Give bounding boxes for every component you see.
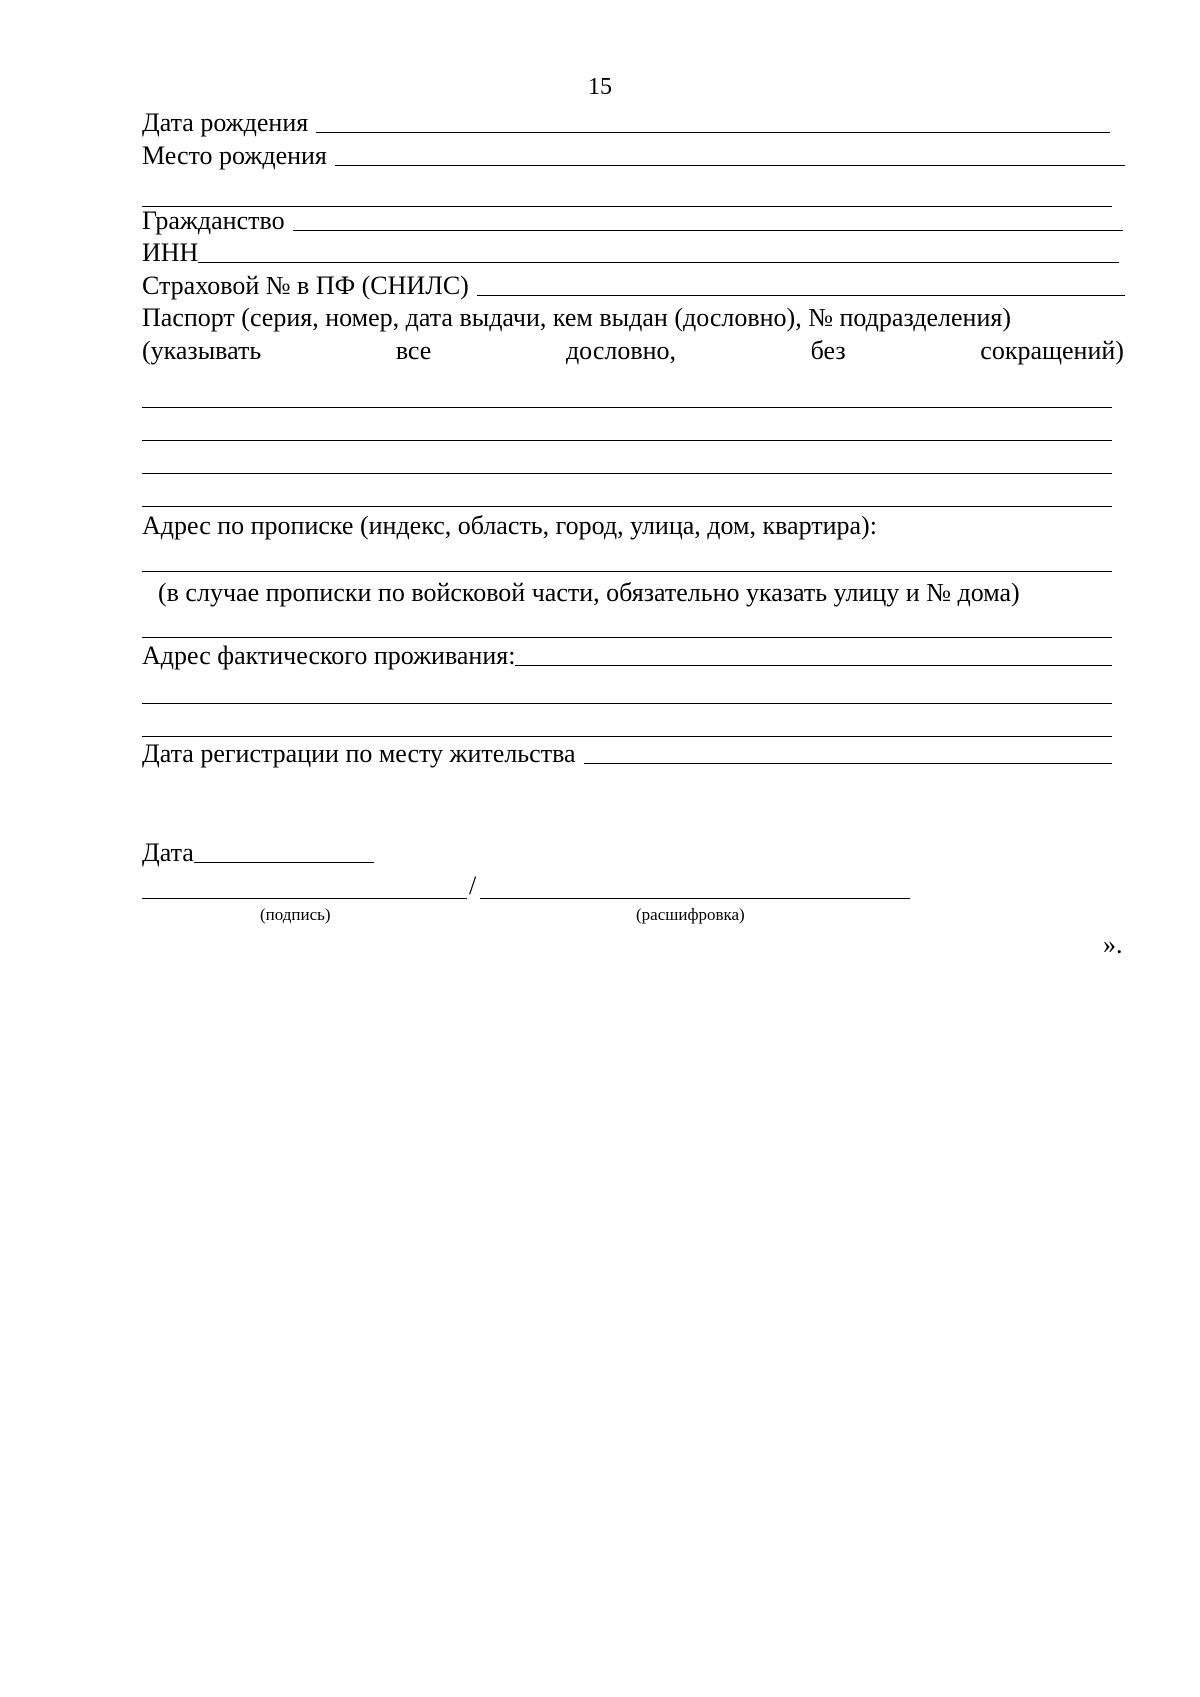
passport-label — [142, 303, 1124, 333]
passport-instruction-word: (указывать — [142, 336, 262, 365]
military-unit-note: (в случае прописки по войсковой части, обязательно указать улицу и № дома) — [158, 578, 1020, 607]
birth-date-row — [142, 108, 1110, 138]
registration-address-extra-line[interactable] — [142, 637, 1112, 638]
birth-place-row — [142, 141, 1125, 171]
citizenship-field[interactable] — [293, 230, 1123, 231]
passport-instruction — [142, 336, 1124, 366]
date-row — [142, 838, 374, 868]
passport-field-line[interactable] — [142, 506, 1112, 507]
citizenship-row — [142, 206, 1123, 236]
actual-address-extra-line[interactable] — [142, 736, 1112, 737]
signature-field[interactable] — [142, 898, 467, 899]
citizenship-label: Гражданство — [142, 206, 285, 235]
inn-label: ИНН — [142, 238, 199, 267]
birth-place-label: Место рождения — [142, 141, 327, 170]
passport-field-line[interactable] — [142, 407, 1112, 408]
passport-field-line[interactable] — [142, 440, 1112, 441]
registration-date-field[interactable] — [584, 763, 1112, 764]
passport-instruction-word: все — [395, 336, 432, 365]
date-label: Дата — [142, 838, 194, 867]
passport-instruction-word: сокращений) — [980, 336, 1124, 365]
actual-address-label: Адрес фактического проживания: — [142, 641, 516, 670]
decryption-caption: (расшифровка) — [636, 905, 745, 924]
snils-field[interactable] — [477, 295, 1125, 296]
signature-caption: (подпись) — [260, 905, 331, 924]
decryption-field[interactable] — [480, 898, 910, 899]
birth-date-field[interactable] — [316, 132, 1110, 133]
registration-address-label: Адрес по прописке (индекс, область, город, улица, дом, квартира): — [142, 511, 877, 540]
actual-address-extra-line[interactable] — [142, 703, 1112, 704]
passport-instruction-word: без — [810, 336, 846, 365]
birth-date-label: Дата рождения — [142, 108, 309, 137]
inn-row — [142, 238, 1119, 268]
actual-address-row — [142, 641, 1112, 671]
registration-date-label: Дата регистрации по месту жительства — [142, 739, 576, 768]
registration-address-field[interactable] — [142, 571, 1112, 572]
passport-instruction-word: дословно, — [565, 336, 677, 365]
signature-separator: / — [469, 871, 477, 900]
passport-field-line[interactable] — [142, 473, 1112, 474]
closing-quote: ». — [1103, 930, 1123, 959]
passport-label-text: Паспорт (серия, номер, дата выдачи, кем выдан (дословно), № подразделения) — [142, 303, 1011, 332]
snils-label: Страховой № в ПФ (СНИЛС) — [142, 271, 469, 300]
inn-field[interactable] — [198, 262, 1119, 263]
actual-address-field[interactable] — [515, 665, 1112, 666]
birth-place-field[interactable] — [335, 165, 1125, 166]
date-field[interactable] — [194, 862, 374, 863]
page-number: 15 — [588, 74, 612, 100]
snils-row — [142, 271, 1125, 301]
registration-date-row — [142, 739, 1112, 769]
